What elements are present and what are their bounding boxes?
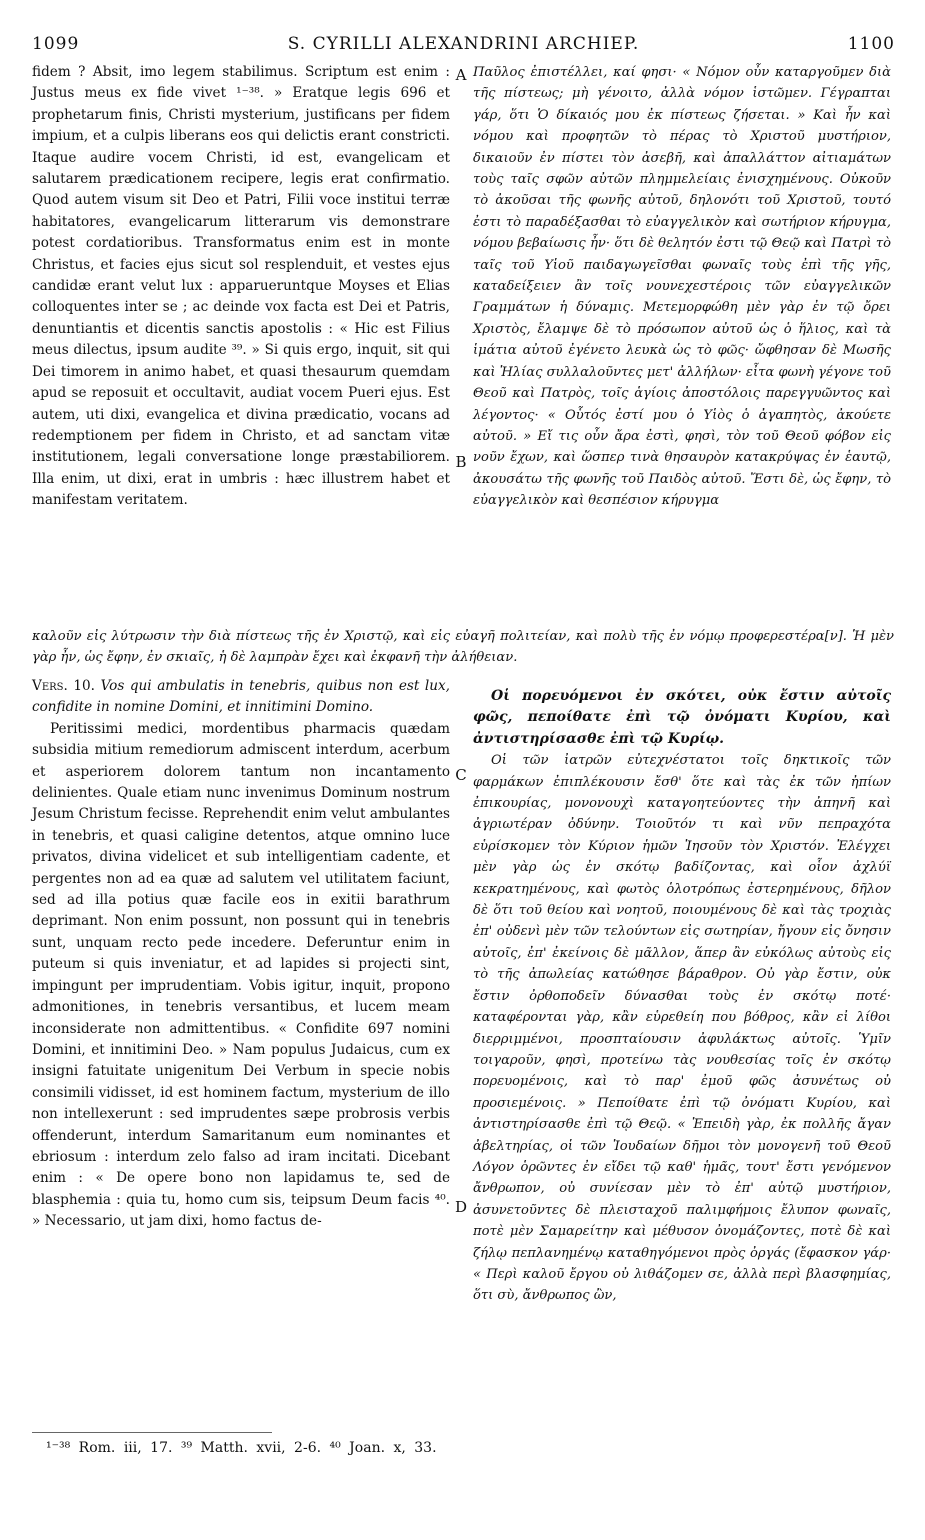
greek-verse-heading: Οἱ πορευόμενοι ἐν σκότει, οὐκ ἔστιν αὐτοῖς φῶς, πεποίθατε ἐπὶ τῷ ὀνόματι Κυρίου, καὶ ἀντιστηρίσασθε ἐπὶ τῷ Κυρίῳ. <box>473 688 891 747</box>
right-page-number: 1100 <box>847 34 895 54</box>
greek-paragraph: Οἱ τῶν ἰατρῶν εὐτεχνέστατοι τοῖς δηκτικοῖς τῶν φαρμάκων ἐπιπλέκουσιν ἔσθ' ὅτε καὶ τὰς ἐκ τῶν ἠπίων ἐπικουρίας, μονονουχὶ καταγοητεύοντες τὴν ἀπηνῆ καὶ ἀγριωτέραν ὀδύνην. Τοιοῦτόν τι καὶ νῦν πεπραχότα εὑρίσκομεν τὸν Κύριον ἡμῶν Ἰησοῦν τὸν Χριστόν. Ἐλέγχει μὲν γὰρ ὡς ἐν σκότῳ βαδίζοντας, καὶ οἷον ἀχλύϊ κεκρατημένους, καὶ φωτὸς ὁλοτρόπως ἐστερημένους, δῆλον δὲ ὅτι τοῦ θείου καὶ νοητοῦ, ποιουμένους δὲ καὶ τὰς τροχιὰς ἐπ' οὐδενὶ μὲν τῶν τελούντων εἰς σωτηρίαν, ἤγουν εἰς ὄνησιν αὐτοῖς, ἐπ' ἐκείνοις δὲ μᾶλλον, ἅπερ ἂν εὐκόλως αὐτοὺς εἰς τὸ τῆς ἀπωλείας κατώθησε βάραθρον. Οὐ γὰρ ἔστιν, οὐκ ἔστιν ὀρθοποδεῖν δύνασθαι τοὺς ἐν σκότῳ ποτέ· καταφέρονται γὰρ, κἂν εὑρεθείη που βόθρος, κἂν εἰ λίθοι διερριμμένοι, προσπταίουσιν ἀφυλάκτως αὐτοῖς. Ὑμῖν τοιγαροῦν, φησὶ, προτείνω τὰς νουθεσίας τοῖς ἐν σκότῳ πορευομένοις, καὶ τὸ παρ' ἐμοῦ φῶς ἀσυνέτως οὐ προσιεμένοις. » Πεποίθατε ἐπὶ τῷ ὀνόματι Κυρίου, καὶ ἀντιστηρίσασθε ἐπὶ τῷ Θεῷ. « Ἐπειδὴ γὰρ, ἐκ πολλῆς ἄγαν ἀβελτηρίας, οἱ τῶν Ἰουδαίων δῆμοι τὸν μονογενῆ τοῦ Θεοῦ Λόγον ὁρῶντες ἐν εἴδει τῷ καθ' ἡμᾶς, τουτ' ἔστι γενόμενον ἄνθρωπον, οὐ συνίεσαν μὲν τὸ ἐπ' αὐτῷ μυστήριον, ἀσυνετοῦντες δὲ πλεισταχοῦ παλιμφήμοις ἔλυπον φωναῖς, ποτὲ μὲν Σαμαρείτην καὶ μέθυσον ὀνομάζοντες, ποτὲ δὲ καὶ ζήλῳ πεπλανημένῳ καταθηγόμενοι πρὸς ὀργάς (ἔφασκον γάρ· « Περὶ καλοῦ ἔργου οὐ λιθάζομεν σε, ἀλλὰ περὶ βλασφημίας, ὅτι σὺ, ἄνθρωπος ὢν, <box>473 753 891 1304</box>
margin-letter-c: C <box>455 766 467 784</box>
greek-spanning-line: καλοῦν εἰς λύτρωσιν τὴν διὰ πίστεως τῆς ἐν Χριστῷ, καὶ εἰς εὐαγῆ πολιτείαν, καὶ πολὺ τῆς ἐν νόμῳ προφερεστέρα[ν]. Ἡ μὲν γὰρ ἦν, ὡς ἔφην, ἐν σκιαῖς, ἡ δὲ λαμπρὰν ἔχει καὶ ἐκφανῆ τὴν ἀλήθειαν. <box>32 629 894 666</box>
verse-label: Vers. 10. <box>32 678 95 694</box>
footnote-rule <box>32 1432 272 1433</box>
latin-paragraph: Peritissimi medici, mordentibus pharmacis quædam subsidia mitium remediorum admiscent interdum, acerbum et asperiorem dolorem tantum non incantamento delinientes. Quale etiam nunc invenimus Dominum nostrum Jesum Christum fecisse. Reprehendit enim velut ambulantes in tenebris, et quasi caligine detentos, atque omnino luce privatos, divina videlicet et sub intelligentiam cadente, et pergentes non ad ea quæ ad salutem vel utilitatem faciunt, sed ad illa potius quæ facile eos in exitii barathrum deprimant. Non enim possunt, non possunt qui in tenebris sunt, unquam recto pede incedere. Deferuntur enim in puteum si quis inveniatur, et ad lapides si projecti sint, impingunt per imprudentiam. Vobis igitur, inquit, propono admonitiones, in tenebris versantibus, et lucem meam inconsiderate non admittentibus. « Confidite 697 nomini Domini, et innitimini Deo. » Nam populus Judaicus, cum ex insigni fatuitate unigenitum Dei Verbum in specie nobis consimili vidisset, id est hominem factum, mysterium de illo non intellexerunt : sed imprudentes sæpe probrosis verbis offenderunt, interdum Samaritanum eum nominantes et ebriosum : interdum zelo falso ad iram incitati. Dicebant enim : « De opere bono non lapidamus te, sed de blasphemia : quia tu, homo cum sis, teipsum Deum facis ⁴⁰. » Necessario, ut jam dixi, homo factus de- <box>32 720 450 1230</box>
margin-letter-d: D <box>454 1198 468 1216</box>
margin-letter-b: B <box>455 453 467 471</box>
running-title: S. CYRILLI ALEXANDRINI ARCHIEP. <box>287 34 640 54</box>
footnotes: ¹⁻³⁸ Rom. iii, 17. ³⁹ Matth. xvii, 2-6. ⁴⁰ Joan. x, 33. <box>46 1440 437 1456</box>
left-page-number: 1099 <box>32 34 80 54</box>
latin-paragraph: fidem ? Absit, imo legem stabilimus. Scriptum est enim : Justus meus ex fide vivet ¹⁻³⁸. » Eratque legis 696 et prophetarum finis, Christi mysterium, justificans per fidem impium, et a culpis liberans eos qui delictis erant constricti. Itaque audire vocem Christi, id est, evangelicam et salutarem prædicationem recipere, legis erat confirmatio. Quod autem visum sit Deo et Patri, Filii voce institui terræ habitatores, evangelicarum litterarum vis demonstrare potest cordatioribus. Transformatus enim est in monte Christus, et facies ejus sicut sol resplenduit, et vestes ejus candidæ erant velut lux : apparueruntque Moyses et Elias colloquentes inter se ; ac deinde vox facta est Dei et Patris, denuntiantis et dicentis sanctis apostolis : « Hic est Filius meus dilectus, ipsum audite ³⁹. » Si quis ergo, inquit, sit qui Dei timorem in animo habet, et quasi thesaurum quemdam apud se reposuit et occultavit, audiat vocem Pueri ejus. Est autem, uti dixi, evangelica et divina prædicatio, vocans ad redemptionem per fidem in Christo, et ad sanctam vitæ institutionem, legali conversatione longe præstabiliorem. Illa enim, ut dixi, erat in umbris : hæc illustrem habet et manifestam veritatem. <box>32 64 450 509</box>
verse-text: Vos qui ambulatis in tenebris, quibus non est lux, confidite in nomine Domini, et innitimini Domino. <box>32 678 450 716</box>
greek-paragraph: Παῦλος ἐπιστέλλει, καί φησι· « Νόμον οὖν καταργοῦμεν διὰ τῆς πίστεως; μὴ γένοιτο, ἀλλὰ νόμον ἱστῶμεν. Γέγραπται γάρ, ὅτι Ὁ δίκαιός μου ἐκ πίστεως ζήσεται. » Καὶ ἦν καὶ νόμου καὶ προφητῶν τὸ πέρας τὸ Χριστοῦ μυστήριον, δικαιοῦν ἐν πίστει τὸν ἀσεβῆ, καὶ ἀπαλλάττον αἰτιαμάτων τοὺς ταῖς σφῶν αὐτῶν πλημμελείαις ἐνισχημένους. Οὐκοῦν τὸ ἀκοῦσαι τῆς φωνῆς αὐτοῦ, δηλονότι τοῦ Χριστοῦ, τουτό ἐστι τὸ παραδέξασθαι τὸ εὐαγγελικὸν καὶ σωτήριον κήρυγμα, νόμου βεβαίωσις ἦν· ὅτι δὲ θελητόν ἐστι τῷ Θεῷ καὶ Πατρὶ τὸ ταῖς τοῦ Υἱοῦ παιδαγωγεῖσθαι φωναῖς τοὺς ἐπὶ τῆς γῆς, καταδείξειεν ἂν τοῖς νουνεχεστέροις τῶν εὐαγγελικῶν Γραμμάτων ἡ δύναμις. Μετεμορφώθη μὲν γὰρ ἐν τῷ ὄρει Χριστὸς, ἔλαμψε δὲ τὸ πρόσωπον αὐτοῦ ὡς ὁ ἥλιος, καὶ τὰ ἱμάτια αὐτοῦ ἐγένετο λευκὰ ὡς τὸ φῶς· ὤφθησαν δὲ Μωσῆς καὶ Ἠλίας συλλαλοῦντες μετ' ἀλλήλων· εἶτα φωνὴ γέγονε τοῦ Θεοῦ καὶ Πατρὸς, τοῖς ἁγίοις ἀποστόλοις παρεγγυῶντος καὶ λέγοντος· « Οὗτός ἐστί μου ὁ Υἱὸς ὁ ἀγαπητὸς, ἀκούετε αὐτοῦ. » Εἴ τις οὖν ἄρα ἐστὶ, φησὶ, τὸν τοῦ Θεοῦ φόβον εἰς νοῦν ἔχων, καὶ ὥσπερ τινὰ θησαυρὸν κατακρύψας ἐν ἑαυτῷ, ἀκουσάτω τῆς φωνῆς τοῦ Παιδὸς αὐτοῦ. Ἔστι δὲ, ὡς ἔφην, τὸ εὐαγγελικὸν καὶ θεσπέσιον κήρυγμα <box>473 65 891 509</box>
running-header <box>32 34 895 56</box>
margin-letter-a: A <box>455 66 467 84</box>
greek-column-top <box>473 62 891 622</box>
latin-column-top <box>32 62 450 622</box>
latin-verse-heading <box>32 676 450 719</box>
latin-column-bottom <box>32 676 450 1436</box>
greek-column-bottom <box>473 686 891 1436</box>
